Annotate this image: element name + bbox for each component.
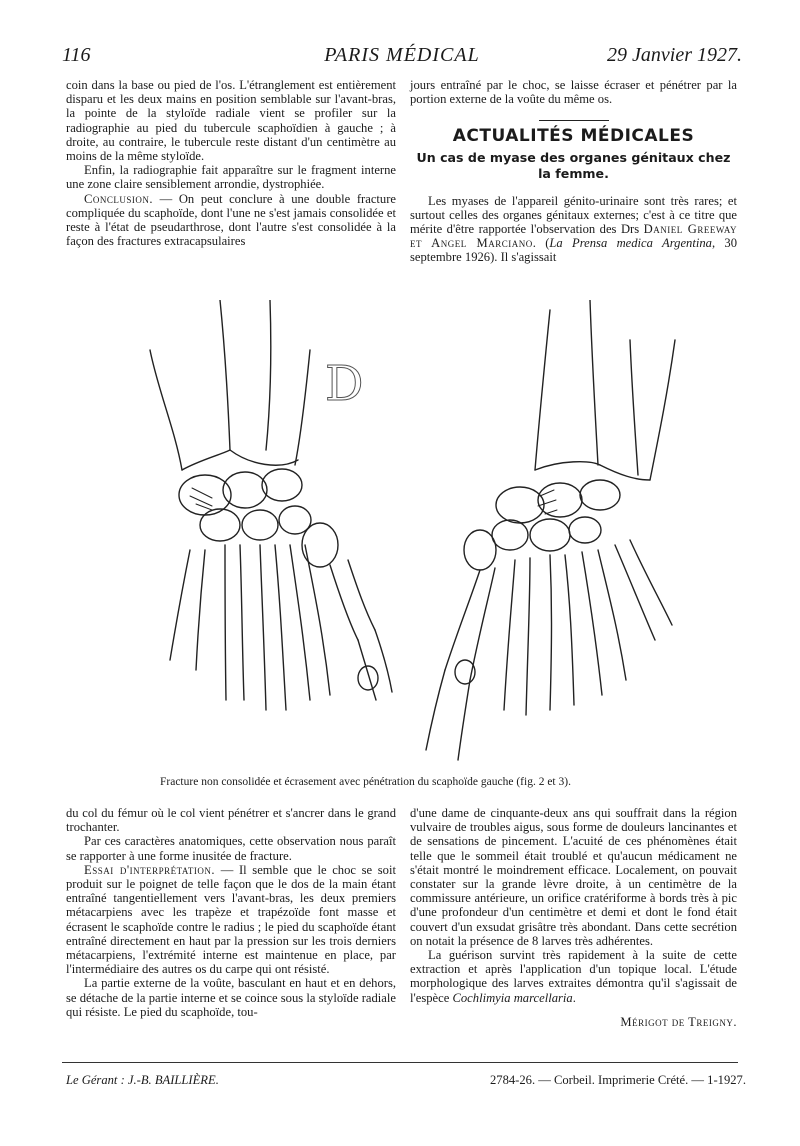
paragraph-text: Les myases de l'appareil génito-urinaire sont très rares; et surtout celles des organes génitaux externes; c'est à ce titre que mérite d'être rapportée l'observation des Drs — [410, 193, 737, 237]
publisher-note: Le Gérant : J.-B. BAILLIÈRE. — [66, 1073, 219, 1087]
paragraph-text: . ( — [532, 236, 550, 251]
paragraph-text: — Il semble que le choc se soit produit sur le poignet de telle façon que le dos de la main étant entraîné tangentiellement vers l'avant-bras, les deux premiers métacarpiens avec les trapèze et trapézoïde font masse et écrasent le scaphoïde contre le radius ; le pied du scaphoïde étant entraîné directement en haut par la pression sur les trois derniers métacarpiens, l'extrémité interne est maintenue en place, par l'intermédiaire des autres os du carpe qui ont résisté. — [66, 862, 396, 977]
paragraph: La partie externe de la voûte, basculant en haut et en dehors, se détache de la partie interne et se coince sous la styloïde radiale qui résiste. Le pied du scaphoïde, tou- — [66, 976, 396, 1019]
column-left-bottom — [66, 806, 396, 1019]
paragraph — [66, 863, 396, 977]
paragraph — [410, 948, 737, 1005]
figure-label-d: D — [325, 356, 364, 412]
paragraph-text: , 30 septembre 1926). Il s'agissait — [410, 236, 738, 265]
printer-note: 2784-26. — Corbeil. Imprimerie Crété. — 1-1927. — [489, 1073, 746, 1087]
column-right-top — [410, 78, 737, 265]
article-title: Un cas de myase des organes génitaux chez la femme. — [416, 149, 731, 181]
paragraph — [410, 194, 737, 265]
paragraph: Par ces caractères anatomiques, cette observation nous paraît se rapporter à une forme inusitée de fracture. — [66, 834, 396, 863]
species-name: Cochlimyia marcellaria — [452, 990, 573, 1005]
paragraph-text: La guérison survint très rapidement à la suite de cette extraction et après l'application d'un topique local. L'étude morphologique des larves extraites démontra qu'il s'agissait de l'espèce — [410, 948, 737, 1005]
wrist-xray-figure — [120, 300, 750, 770]
paragraph: jours entraîné par le choc, se laisse écraser et pénétrer par la portion externe de la voûte du même os. — [410, 78, 737, 107]
paragraph-lead: Essai d'interprétation. — [84, 862, 216, 877]
paragraph: du col du fémur où le col vient pénétrer et s'ancrer dans le grand trochanter. — [66, 806, 396, 835]
footer-divider — [62, 1062, 738, 1063]
journal-title: PARIS MÉDICAL — [324, 44, 480, 66]
paragraph — [66, 192, 396, 249]
authors: Daniel Greeway et Angel Marciano — [410, 222, 738, 251]
page-number: 116 — [62, 44, 91, 66]
column-left-top — [66, 78, 396, 248]
paragraph: coin dans la base ou pied de l'os. L'étranglement est entièrement disparu et les deux mains en position semblable sur l'avant-bras, la pointe de la styloïde radiale vient se profiler sur la radiographie au pied du tubercule scaphoïdien à gauche ; à droite, au contraire, le tubercule reste distant d'un centimètre au moins de la même styloïde. — [66, 78, 396, 164]
paragraph-lead: Conclusion. — [84, 191, 154, 206]
paragraph: Enfin, la radiographie fait apparaître sur le fragment interne une zone claire sensiblement arrondie, dystrophiée. — [66, 163, 396, 192]
paragraph-text: . — [572, 990, 576, 1005]
author-signature: Mérigot de Treigny. — [620, 1014, 737, 1029]
issue-date: 29 Janvier 1927. — [607, 44, 742, 66]
wrist-bones-illustration — [120, 300, 750, 770]
section-title: ACTUALITÉS MÉDICALES — [452, 126, 695, 147]
figure-caption: Fracture non consolidée et écrasement avec pénétration du scaphoïde gauche (fig. 2 et 3). — [160, 776, 571, 788]
page-header — [62, 44, 742, 68]
paragraph-text: — On peut conclure à une double fracture compliquée du scaphoïde, dont l'une ne s'est jamais consolidée et reste à l'état de pseudarthrose, dont l'autre s'est consolidée à la façon des fractures extracapsulaires — [66, 191, 396, 249]
column-right-bottom — [410, 806, 737, 1029]
source-journal: La Prensa medica Argentina — [549, 236, 712, 251]
section-divider — [539, 120, 609, 121]
paragraph: d'une dame de cinquante-deux ans qui souffrait dans la région vulvaire de troubles aigus, sous forme de douleurs lancinantes et de sensations de pincement. L'acuité de ces phénomènes était telle que le sommeil était troublé et qu'aucun médicament ne s'était montré le moindrement efficace. Localement, on pouvait constater sur la grande lèvre droite, à un centimètre de la commissure antérieure, un orifice cratériforme à bords très à pic d'une profondeur d'un centimètre et demi et dont le fond était couvert d'un exsudat grisâtre très abondant. Dans cette secrétion on notait la présence de 8 larves très adhérentes. — [410, 806, 737, 948]
